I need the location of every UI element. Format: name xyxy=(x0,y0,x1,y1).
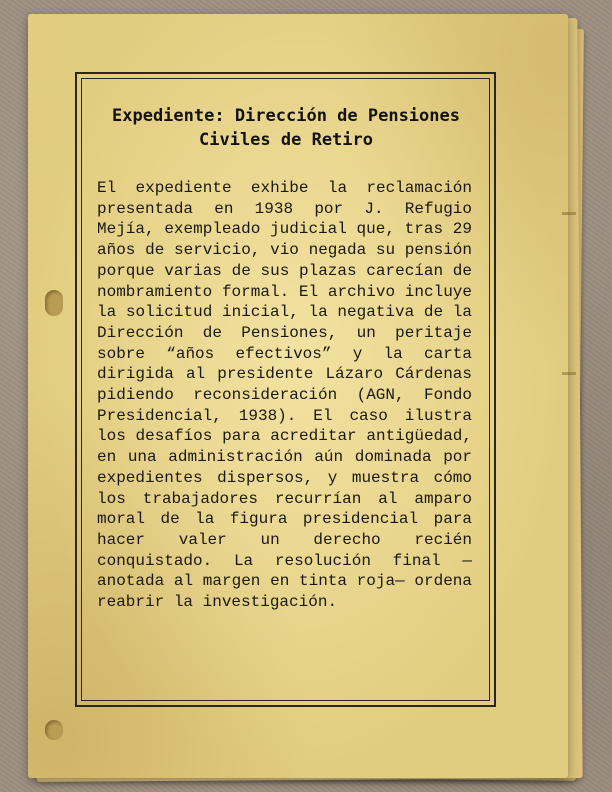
punch-hole xyxy=(45,290,63,316)
document-title: Expediente: Dirección de Pensiones Civiles de Retiro xyxy=(112,106,460,150)
edge-mark xyxy=(562,372,576,375)
edge-mark xyxy=(562,212,576,215)
document-body-text: El expediente exhibe la reclamación presentada en 1938 por J. Refugio Mejía, exempleado judicial que, tras 29 años de servicio, vio negada su pensión porque varias de sus plazas carecían de nombramiento formal. El archivo incluye la solicitud inicial, la negativa de la Dirección de Pensiones, un peritaje sobre “años efectivos” y la carta dirigida al presidente Lázaro Cárdenas pidiendo reconsideración (AGN, Fondo Presidencial, 1938). El caso ilustra los desafíos para acreditar antigüedad, en una administración aún dominada por expedientes dispersos, y muestra cómo los trabajadores recurrían al amparo moral de la figura presidencial para hacer valer un derecho recién conquistado. La resolución final —anotada al margen en tinta roja— ordena reabrir la investigación. xyxy=(97,179,472,612)
punch-hole xyxy=(45,720,63,740)
